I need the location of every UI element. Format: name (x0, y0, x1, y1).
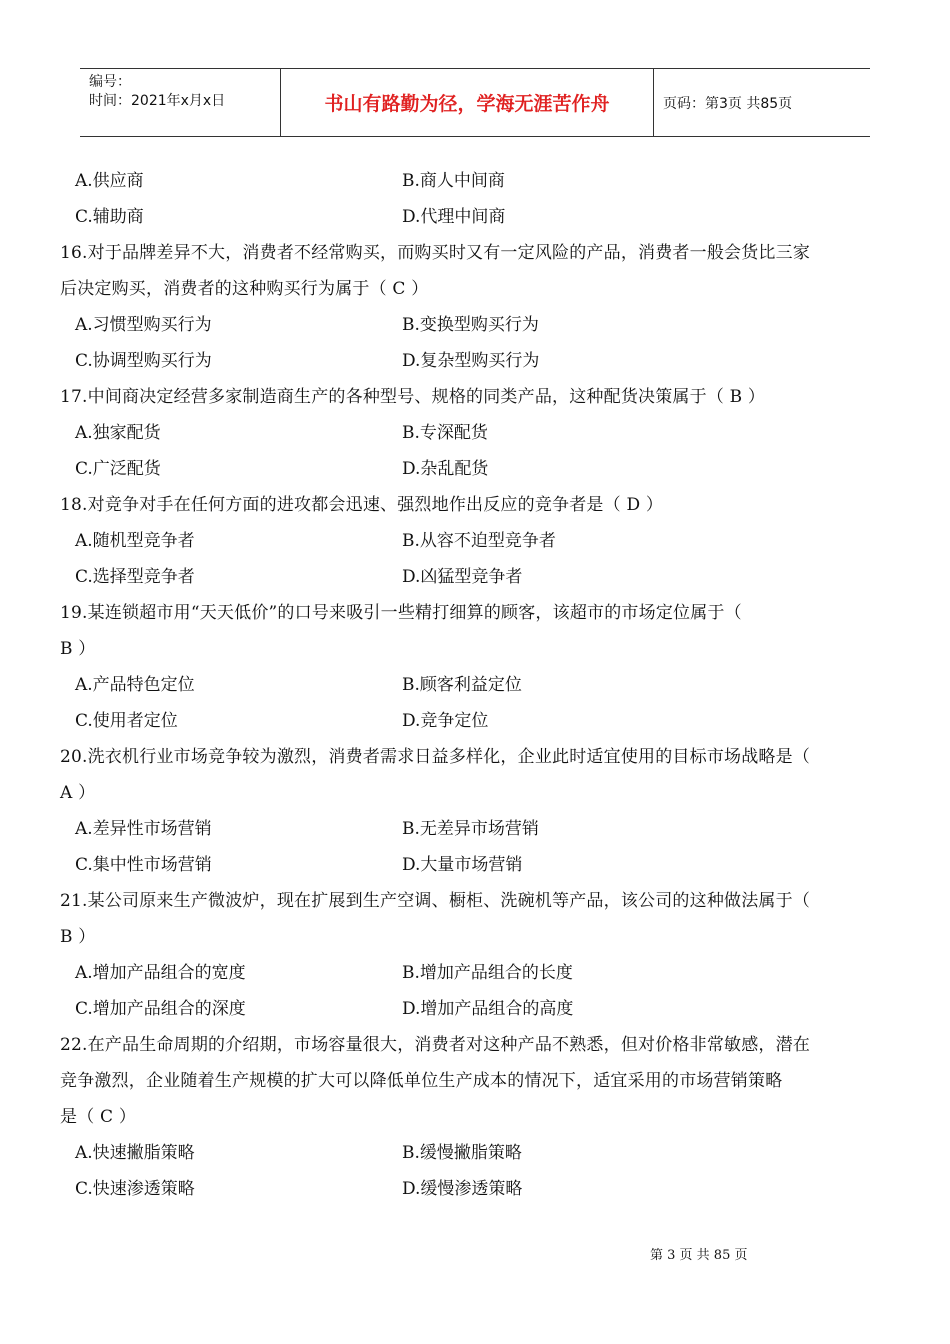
answer-option: A.随机型竞争者 (75, 531, 195, 551)
answer-option: D.竞争定位 (402, 711, 489, 731)
question-stem-line: 20.洗衣机行业市场竞争较为激烈，消费者需求日益多样化，企业此时适宜使用的目标市场战略是（ (60, 747, 811, 767)
answer-option: C.广泛配货 (75, 459, 161, 479)
answer-option: A.差异性市场营销 (75, 819, 212, 839)
question-block (60, 1027, 896, 1207)
question-block (60, 487, 896, 595)
answer-option: D.杂乱配货 (402, 459, 489, 479)
question-stem-line: 21.某公司原来生产微波炉，现在扩展到生产空调、橱柜、洗碗机等产品，该公司的这种做法属于（ (60, 891, 811, 911)
answer-option: B.缓慢撇脂策略 (402, 1143, 522, 1163)
option-row (60, 559, 896, 595)
answer-option: A.产品特色定位 (75, 675, 195, 695)
document-date-label: 时间：2021年x月x日 (89, 93, 226, 109)
answer-option: A.习惯型购买行为 (75, 315, 212, 335)
header-motto: 书山有路勤为径，学海无涯苦作舟 (281, 69, 654, 136)
page-footer: 第 3 页 共 85 页 (650, 1248, 748, 1263)
question-block (60, 379, 896, 487)
question-block (60, 883, 896, 1027)
option-row (60, 811, 896, 847)
answer-option: B.变换型购买行为 (402, 315, 539, 335)
option-row (60, 415, 896, 451)
option-row (60, 1135, 896, 1171)
option-row (60, 991, 896, 1027)
option-row (60, 199, 896, 235)
answer-option: C.使用者定位 (75, 711, 178, 731)
answer-option: C.协调型购买行为 (75, 351, 212, 371)
header-page-info: 页码：第3页 共85页 (663, 95, 793, 112)
answer-option: A.供应商 (75, 171, 144, 191)
answer-option: A.独家配货 (75, 423, 161, 443)
answer-option: B.从容不迫型竞争者 (402, 531, 556, 551)
answer-option: B.顾客利益定位 (402, 675, 522, 695)
question-stem-line: 竞争激烈，企业随着生产规模的扩大可以降低单位生产成本的情况下，适宜采用的市场营销策略 (60, 1071, 783, 1091)
question-stem-line: 19.某连锁超市用“天天低价”的口号来吸引一些精打细算的顾客，该超市的市场定位属于（ (60, 603, 742, 623)
question-block (60, 739, 896, 883)
answer-option: D.缓慢渗透策略 (402, 1179, 523, 1199)
answer-option: A.快速撇脂策略 (75, 1143, 195, 1163)
option-row (60, 1171, 896, 1207)
option-row (60, 451, 896, 487)
answer-option: B.商人中间商 (402, 171, 505, 191)
answer-option: B.无差异市场营销 (402, 819, 539, 839)
answer-option: D.凶猛型竞争者 (402, 567, 523, 587)
question-stem-line: 17.中间商决定经营多家制造商生产的各种型号、规格的同类产品，这种配货决策属于（ B ） (60, 387, 766, 407)
question-list (60, 163, 896, 1207)
answer-option: B.增加产品组合的长度 (402, 963, 573, 983)
option-row (60, 307, 896, 343)
option-row (60, 343, 896, 379)
option-row (60, 523, 896, 559)
question-stem-line: B ） (60, 927, 96, 947)
answer-option: C.集中性市场营销 (75, 855, 212, 875)
question-stem-line: 后决定购买，消费者的这种购买行为属于（ C ） (60, 279, 429, 299)
answer-option: C.快速渗透策略 (75, 1179, 195, 1199)
answer-option: D.大量市场营销 (402, 855, 523, 875)
question-block (60, 163, 896, 235)
header-meta (80, 69, 281, 136)
question-stem-line: 16.对于品牌差异不大，消费者不经常购买，而购买时又有一定风险的产品，消费者一般会货比三家 (60, 243, 811, 263)
answer-option: D.增加产品组合的高度 (402, 999, 574, 1019)
page-header (80, 68, 870, 137)
question-stem-line: 22.在产品生命周期的介绍期，市场容量很大，消费者对这种产品不熟悉，但对价格非常敏感，潜在 (60, 1035, 811, 1055)
answer-option: C.辅助商 (75, 207, 144, 227)
question-stem-line: 18.对竞争对手在任何方面的进攻都会迅速、强烈地作出反应的竞争者是（ D ） (60, 495, 664, 515)
answer-option: A.增加产品组合的宽度 (75, 963, 246, 983)
question-stem-line: B ） (60, 639, 96, 659)
answer-option: B.专深配货 (402, 423, 488, 443)
answer-option: C.选择型竞争者 (75, 567, 195, 587)
option-row (60, 163, 896, 199)
question-stem-line: 是（ C ） (60, 1107, 137, 1127)
question-block (60, 595, 896, 739)
question-block (60, 235, 896, 379)
document-number-label: 编号： (89, 74, 131, 90)
answer-option: C.增加产品组合的深度 (75, 999, 246, 1019)
option-row (60, 667, 896, 703)
question-stem-line: A ） (60, 783, 96, 803)
option-row (60, 955, 896, 991)
option-row (60, 847, 896, 883)
answer-option: D.代理中间商 (402, 207, 506, 227)
option-row (60, 703, 896, 739)
answer-option: D.复杂型购买行为 (402, 351, 540, 371)
